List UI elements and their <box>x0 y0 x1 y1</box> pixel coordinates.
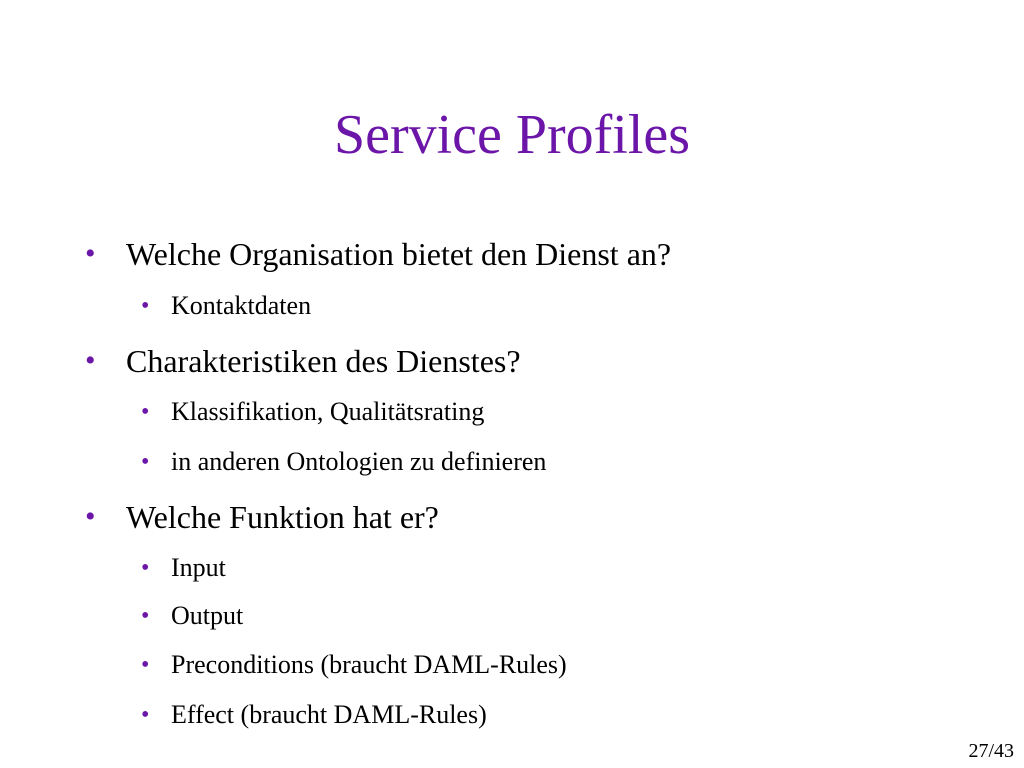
bullet-item-level2 <box>141 447 547 477</box>
bullet-item-level1 <box>85 343 521 379</box>
bullet-item-level2 <box>141 601 244 631</box>
slide-title: Service Profiles <box>333 104 691 166</box>
bullet-item-level2 <box>141 397 485 427</box>
page-number: 27/43 <box>968 740 1014 762</box>
bullet-item-level2 <box>141 700 487 730</box>
bullet-text: Kontaktdaten <box>171 291 312 320</box>
bullet-icon: • <box>85 500 96 533</box>
bullet-text: Welche Funktion hat er? <box>126 499 439 535</box>
bullet-icon: • <box>141 652 150 678</box>
bullet-text: Effect (braucht DAML-Rules) <box>171 700 487 729</box>
bullet-text: Welche Organisation bietet den Dienst an? <box>126 236 672 272</box>
bullet-text: Preconditions (braucht DAML-Rules) <box>171 650 567 679</box>
bullet-icon: • <box>141 555 150 581</box>
bullet-icon: • <box>141 399 150 425</box>
bullet-item-level2 <box>141 650 567 680</box>
bullet-icon: • <box>141 702 150 728</box>
bullet-item-level1 <box>85 499 439 535</box>
bullet-item-level2 <box>141 291 312 321</box>
bullet-icon: • <box>141 603 150 629</box>
bullet-text: in anderen Ontologien zu definieren <box>171 447 547 476</box>
bullet-icon: • <box>85 237 96 270</box>
bullet-item-level1 <box>85 236 672 272</box>
bullet-icon: • <box>85 344 96 377</box>
bullet-text: Output <box>171 601 244 630</box>
bullet-icon: • <box>141 449 150 475</box>
bullet-item-level2 <box>141 553 226 583</box>
bullet-text: Charakteristiken des Dienstes? <box>126 343 521 379</box>
bullet-icon: • <box>141 293 150 319</box>
bullet-text: Klassifikation, Qualitätsrating <box>171 397 485 426</box>
bullet-text: Input <box>171 553 226 582</box>
